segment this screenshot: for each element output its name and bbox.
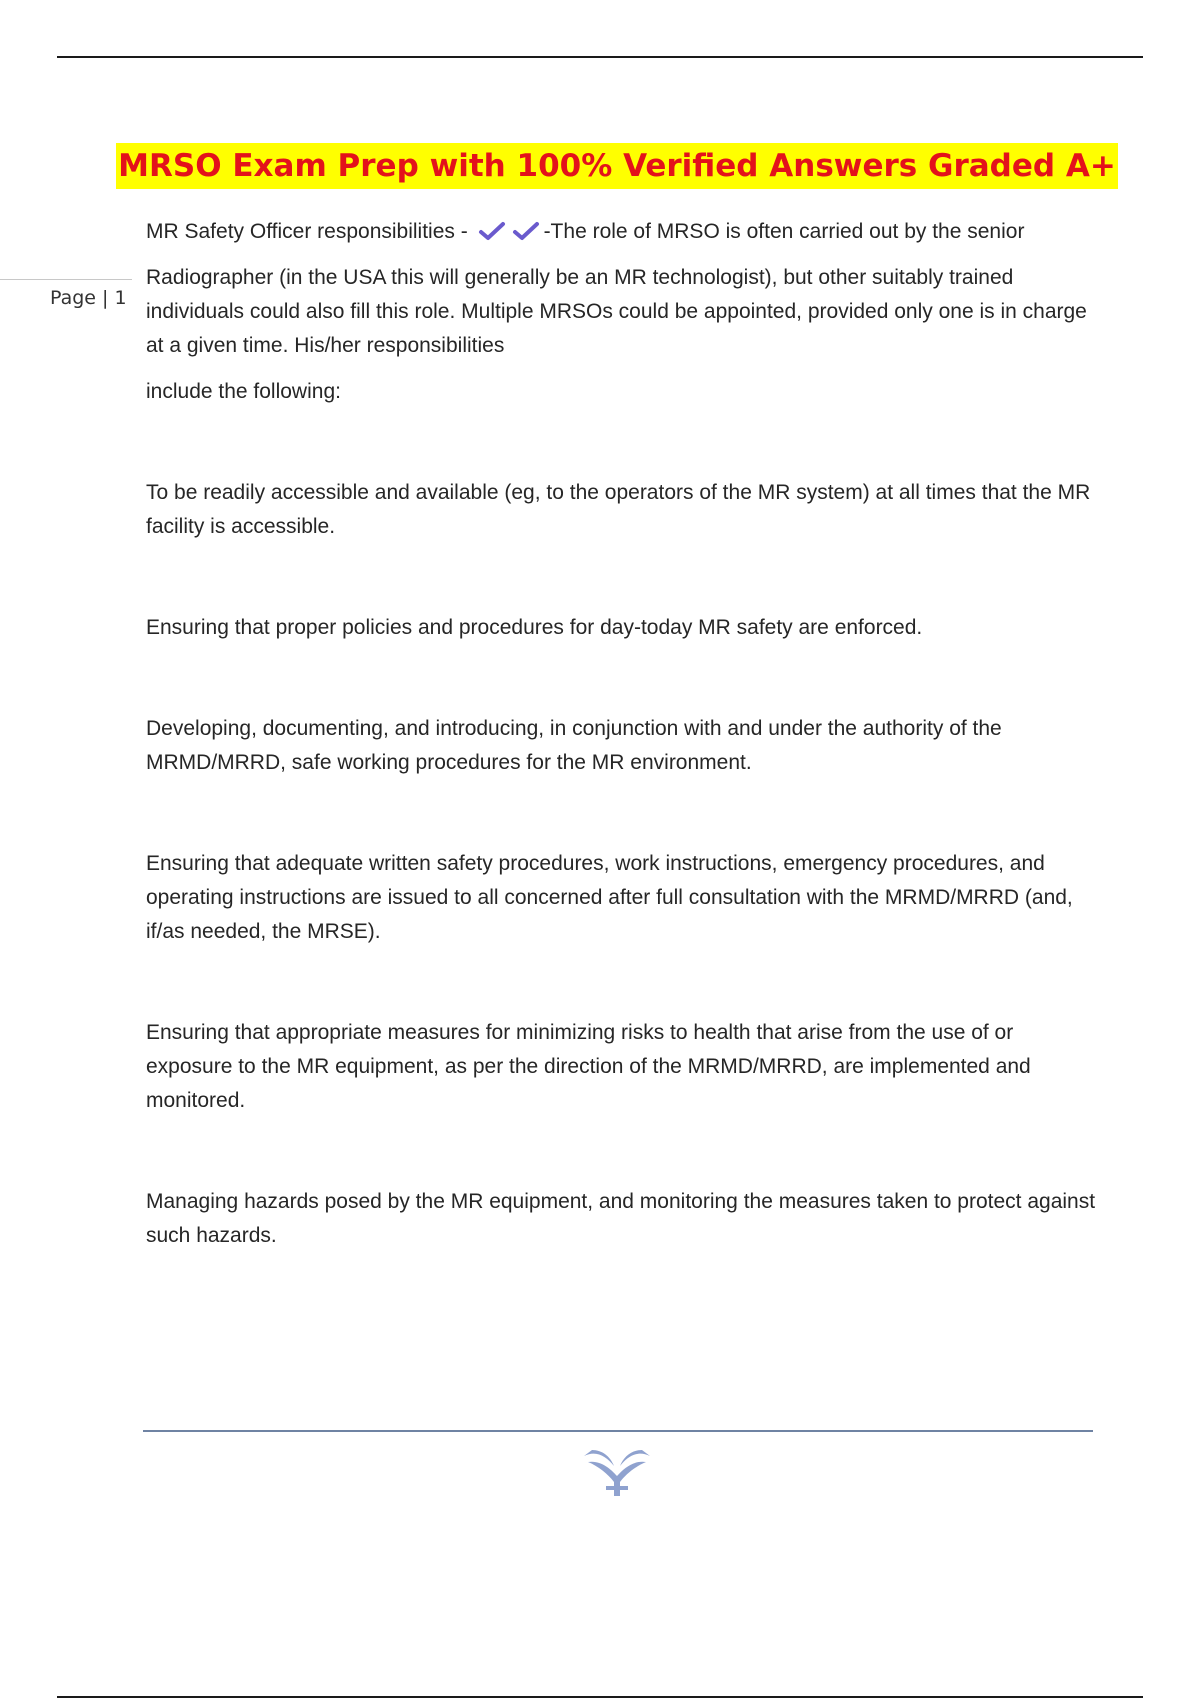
responsibility-item: Ensuring that adequate written safety procedures, work instructions, emergency procedures, and operating instructions are issued to all concerned after full consultation with the MRMD/MRRD (and, if/as needed, the MRSE). (146, 852, 1073, 943)
header-rule (57, 56, 1143, 58)
responsibility-item: Managing hazards posed by the MR equipment, and monitoring the measures taken to protect against such hazards. (146, 1190, 1096, 1247)
intro-paragraph (146, 215, 1096, 249)
page-number-label: Page | 1 (50, 287, 127, 309)
tree-emblem-icon (580, 1446, 654, 1498)
check-icon (478, 220, 506, 242)
document-title: MRSO Exam Prep with 100% Verified Answers Graded A+ (116, 143, 1118, 189)
answer-start-text: -The role of MRSO is often carried out by the senior (543, 220, 1025, 243)
check-icon (512, 220, 540, 242)
question-text: MR Safety Officer responsibilities - (146, 220, 468, 243)
footer-rule (143, 1430, 1093, 1432)
include-paragraph: include the following: (146, 380, 341, 403)
verified-checks (478, 220, 540, 242)
responsibility-item: Ensuring that proper policies and procedures for day-today MR safety are enforced. (146, 616, 923, 639)
page-marker-line (0, 279, 132, 280)
responsibility-item: Ensuring that appropriate measures for minimizing risks to health that arise from the use of or exposure to the MR equipment, as per the direction of the MRMD/MRRD, are implemented and monitored. (146, 1021, 1031, 1112)
document-body (146, 215, 1096, 1253)
document-title-wrap (118, 143, 1116, 189)
page-bottom-rule (57, 1696, 1143, 1698)
responsibility-item: Developing, documenting, and introducing, in conjunction with and under the authority of the MRMD/MRRD, safe working procedures for the MR environment. (146, 717, 1002, 774)
page-marker (0, 279, 132, 309)
role-paragraph: Radiographer (in the USA this will generally be an MR technologist), but other suitably trained individuals could also fill this role. Multiple MRSOs could be appointed, provided only one is in charge at a given time. His/her responsibilities (146, 266, 1087, 357)
responsibility-item: To be readily accessible and available (eg, to the operators of the MR system) at all times that the MR facility is accessible. (146, 481, 1091, 538)
